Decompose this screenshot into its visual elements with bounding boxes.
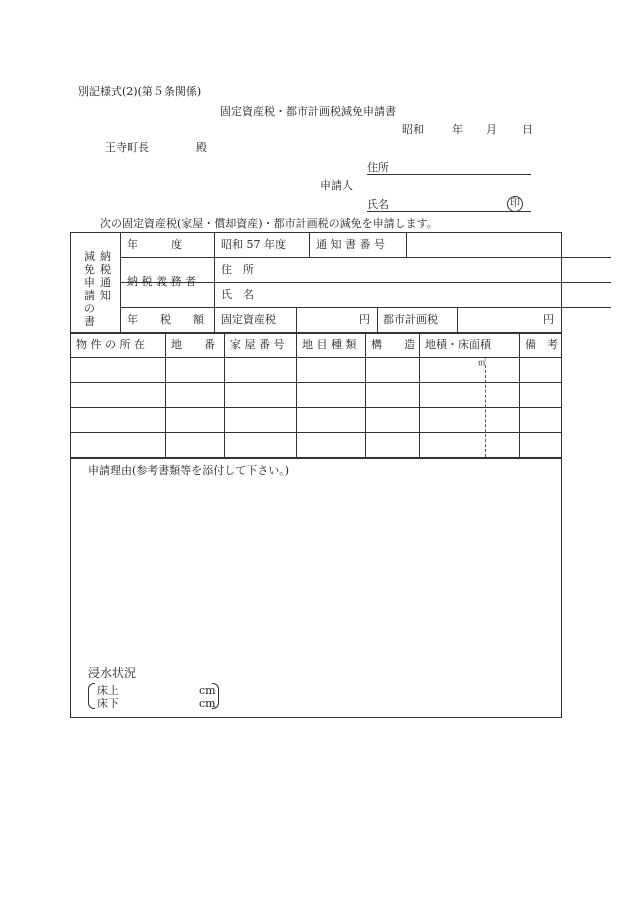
taxpayer-address-label: 住 所 [221,263,254,276]
applicant-name-label: 氏名 [367,198,389,211]
col-header-structure: 構 造 [371,338,415,351]
cm-unit-1: cm [199,684,216,697]
applicant-address-line[interactable] [367,174,531,175]
yen-label-2: 円 [543,313,554,326]
applicant-address-label: 住所 [367,161,389,174]
intro-text: 次の固定資産税(家屋・償却資産)・都市計画税の減免を申請します。 [100,217,438,230]
side-label-col1: 納税通知 [100,250,111,302]
fixed-asset-tax-label: 固定資産税 [221,313,276,326]
col-header-house-number: 家 屋 番 号 [230,338,285,351]
date-day: 日 [522,123,533,136]
unit-m2: ㎡ [478,358,486,367]
form-number: 別記様式(2)(第５条関係) [78,85,202,98]
above-floor-field[interactable] [130,683,192,695]
table-row[interactable] [71,358,164,381]
bracket-left [88,683,95,709]
tax-amount-label: 年 税 額 [127,313,204,326]
taxpayer-name-label: 氏 名 [221,288,254,301]
table-row[interactable] [71,408,164,431]
cm-unit-2: cm [199,697,216,710]
below-floor-field[interactable] [130,696,192,708]
yen-label-1: 円 [359,313,370,326]
city-planning-tax-label: 都市計画税 [383,313,438,326]
col-header-remarks: 備 考 [525,338,558,351]
year-value: 昭和 57 年度 [221,238,286,251]
side-label-col2: 減免申請の書 [84,250,95,328]
col-header-lot-number: 地 番 [171,338,215,351]
date-era: 昭和 [402,123,424,136]
below-floor-label: 床下 [97,697,119,710]
col-header-area: 地積・床面積 [425,338,491,351]
date-year: 年 [452,123,463,136]
honorific: 殿 [196,141,207,154]
notice-number-field[interactable] [412,238,555,253]
year-label: 年 度 [127,238,182,251]
addressee: 王寺町長 [105,141,149,154]
table-row[interactable] [71,433,164,456]
bracket-right [212,683,219,709]
table-row[interactable] [71,383,164,406]
flood-label: 浸水状況 [88,666,137,680]
taxpayer-address-field[interactable] [260,262,555,277]
taxpayer-name-field[interactable] [260,287,555,302]
seal-icon: 印 [507,196,523,212]
applicant-name-line[interactable] [367,211,531,212]
above-floor-label: 床上 [97,684,119,697]
col-header-location: 物 件 の 所 在 [76,338,145,351]
reason-label: 申請理由(参考書類等を添付して下さい。) [88,464,290,477]
form-title: 固定資産税・都市計画税減免申請書 [220,105,396,118]
reason-textarea[interactable] [88,484,548,654]
col-header-land-category: 地 目 種 類 [302,338,357,351]
applicant-label: 申請人 [320,179,353,192]
taxpayer-label: 納 税 義 務 者 [127,275,196,288]
date-month: 月 [486,123,497,136]
notice-number-label: 通 知 書 番 号 [316,238,385,251]
